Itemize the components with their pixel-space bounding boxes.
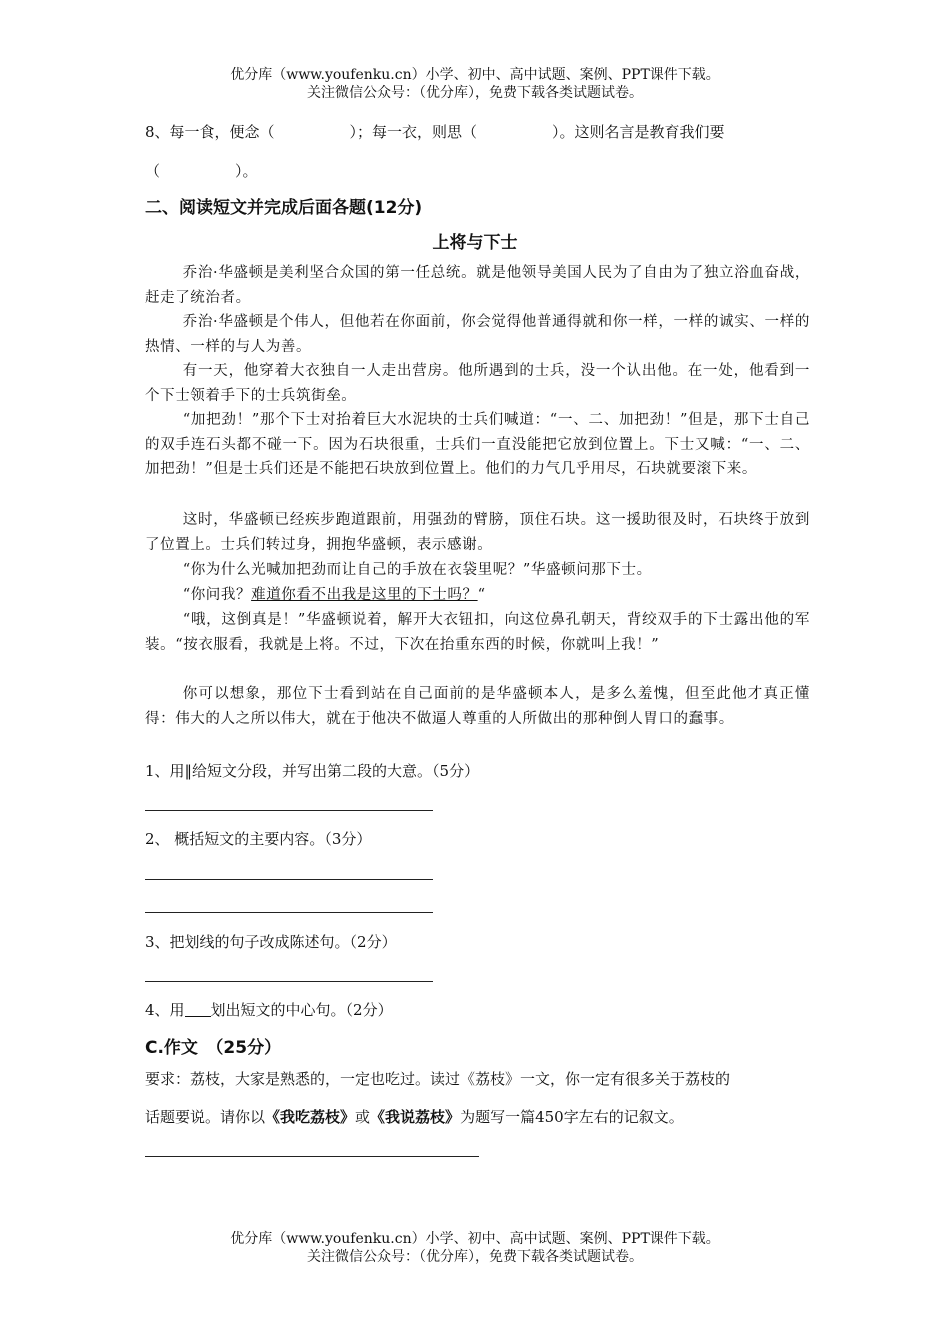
answer-line-q1[interactable] — [145, 810, 433, 811]
passage-paragraph-3: 有一天，他穿着大衣独自一人走出营房。他所遇到的士兵，没一个认出他。在一处，他看到一个下士领着手下的士兵筑街垒。 — [145, 363, 810, 404]
footer-line-2: 关注微信公众号：（优分库），免费下载各类试题试卷。 — [307, 1249, 643, 1265]
section-2-heading: 二、阅读短文并完成后面各题(12分) — [145, 198, 423, 218]
underlined-sentence: 难道你看不出我是这里的下士吗？ — [251, 587, 478, 603]
requirement-text-c: 为题写一篇450字左右的记叙文。 — [460, 1108, 684, 1126]
requirement-text-a: 话题要说。请你以 — [145, 1108, 266, 1126]
composition-requirement-line-1: 要求：荔枝，大家是熟悉的，一定也吃过。读过《荔枝》一文，你一定有很多关于荔枝的 — [145, 1070, 731, 1088]
passage-paragraph-5: 这时，华盛顿已经疾步跑道跟前，用强劲的臂膀，顶住石块。这一援助很及时，石块终于放到了位置上。士兵们转过身，拥抱华盛顿，表示感谢。 — [145, 512, 810, 553]
essay-answer-line[interactable] — [145, 1156, 479, 1157]
question-2: 2、 概括短文的主要内容。（3分） — [145, 830, 372, 848]
question-8-line-2: （ ）。 — [145, 162, 258, 180]
question-3: 3、把划线的句子改成陈述句。（2分） — [145, 933, 397, 951]
answer-line-q3[interactable] — [145, 981, 433, 982]
question-8-line-1: 8、每一食，便念（ ）；每一衣，则思（ ）。这则名言是教育我们要 — [145, 123, 725, 141]
underline-mark — [185, 1002, 211, 1017]
passage-paragraph-8: “哦，这倒真是！”华盛顿说着，解开大衣钮扣，向这位鼻孔朝天，背绞双手的下士露出他的军装。“按衣服看，我就是上将。不过，下次在抬重东西的时候，你就叫上我！” — [145, 612, 810, 653]
footer-line-1: 优分库（www.youfenku.cn）小学、初中、高中试题、案例、PPT课件下载。 — [230, 1231, 720, 1247]
header-line-2: 关注微信公众号：（优分库），免费下载各类试题试卷。 — [307, 85, 643, 101]
header-line-1: 优分库（www.youfenku.cn）小学、初中、高中试题、案例、PPT课件下载。 — [230, 67, 720, 83]
passage-paragraph-4: “加把劲！”那个下士对抬着巨大水泥块的士兵们喊道：“一、二、加把劲！”但是，那下士自己的双手连石头都不碰一下。因为石块很重，士兵们一直没能把它放到位置上。下士又喊：“一、二、加把劲！”但是士兵们还是不能把石块放到位置上。他们的力气几乎用尽，石块就要滚下来。 — [145, 412, 810, 478]
page-footer — [0, 1230, 950, 1266]
composition-requirement-line-2 — [145, 1106, 684, 1127]
passage-paragraph-6: “你为什么光喊加把劲而让自己的手放在衣袋里呢？”华盛顿问那下士。 — [182, 562, 652, 578]
essay-title-1: 《我吃荔枝》 — [265, 1108, 356, 1126]
answer-line-q2-b[interactable] — [145, 912, 433, 913]
paragraph-7-tail: “ — [477, 587, 486, 603]
paragraph-7-lead: “你问我？ — [182, 587, 252, 603]
passage-paragraph-2: 乔治·华盛顿是个伟人，但他若在你面前，你会觉得他普通得就和你一样，一样的诚实、一样的热情、一样的与人为善。 — [145, 314, 810, 355]
essay-title-2: 《我说荔枝》 — [370, 1108, 461, 1126]
passage-paragraph-9: 你可以想象，那位下士看到站在自己面前的是华盛顿本人，是多么羞愧，但至此他才真正懂得：伟大的人之所以伟大，就在于他决不做逼人尊重的人所做出的那种倒人胃口的蠢事。 — [145, 686, 810, 727]
question-4 — [145, 999, 393, 1020]
question-1: 1、用‖给短文分段，并写出第二段的大意。（5分） — [145, 762, 480, 780]
page-header — [0, 66, 950, 102]
section-c-heading: C.作文 （25分） — [145, 1038, 282, 1058]
question-4-prefix: 4、用 — [145, 1001, 185, 1019]
requirement-text-b: 或 — [355, 1108, 371, 1126]
question-4-suffix: 划出短文的中心句。（2分） — [210, 1001, 393, 1019]
passage-title: 上将与下士 — [432, 233, 518, 253]
answer-line-q2-a[interactable] — [145, 879, 433, 880]
passage-paragraph-7 — [145, 583, 810, 608]
passage-paragraph-1: 乔治·华盛顿是美利坚合众国的第一任总统。就是他领导美国人民为了自由为了独立浴血奋战，赶走了统治者。 — [145, 265, 810, 306]
